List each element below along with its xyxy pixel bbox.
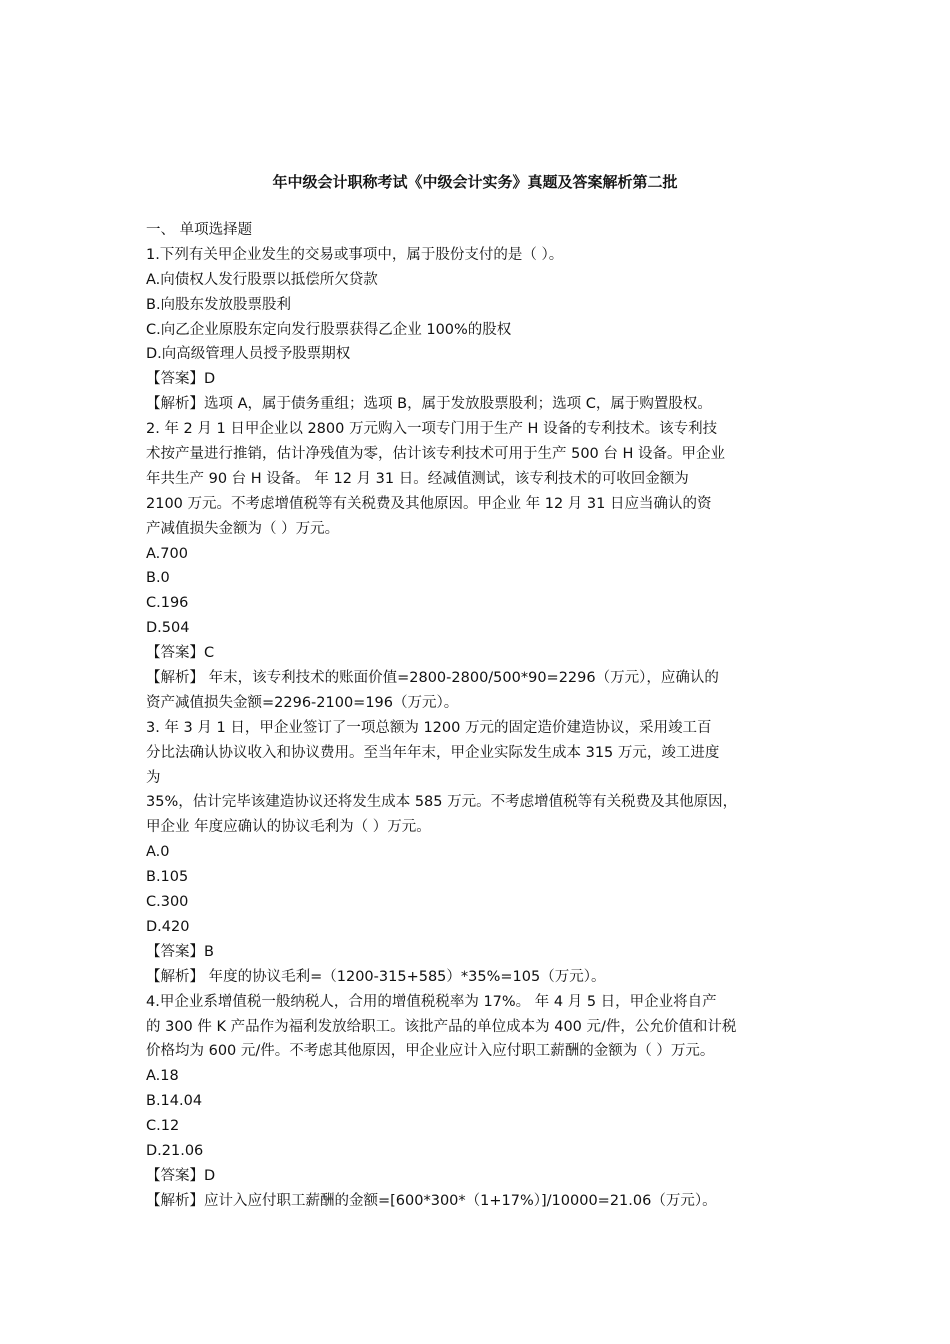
question-3-option-a: A.0 xyxy=(146,844,170,861)
question-3-text: 3. 年 3 月 1 日，甲企业签订了一项总额为 1200 万元的固定造价建造协议，采用竣工百 xyxy=(146,719,712,736)
question-2-text: 2. 年 2 月 1 日甲企业以 2800 万元购入一项专门用于生产 H 设备的专利技术。该专利技 xyxy=(146,421,718,438)
question-2-option-c: C.196 xyxy=(146,595,189,612)
question-4-text: 4.甲企业系增值税一般纳税人，合用的增值税税率为 17%。 年 4 月 5 日，甲企业将自产 xyxy=(146,993,717,1010)
question-2-text: 年共生产 90 台 H 设备。 年 12 月 31 日。经减值测试，该专利技术的可收回金额为 xyxy=(146,470,689,487)
question-1-answer: 【答案】D xyxy=(146,371,216,388)
question-3-analysis: 【解析】 年度的协议毛利=（1200-315+585）*35%=105（万元）。 xyxy=(146,968,606,985)
question-4-option-b: B.14.04 xyxy=(146,1093,203,1110)
question-3-answer: 【答案】B xyxy=(146,943,214,960)
question-3-option-b: B.105 xyxy=(146,869,189,886)
question-2-text: 2100 万元。不考虑增值税等有关税费及其他原因。甲企业 年 12 月 31 日应当确认的资 xyxy=(146,495,712,512)
question-1-option-c: C.向乙企业原股东定向发行股票获得乙企业 100%的股权 xyxy=(146,321,512,338)
document-title: 年中级会计职称考试《中级会计实务》真题及答案解析第二批 xyxy=(272,173,678,191)
question-4-option-a: A.18 xyxy=(146,1068,179,1085)
section-heading: 一、 单项选择题 xyxy=(146,222,253,238)
question-2-text: 术按产量进行推销，估计净残值为零，估计该专利技术可用于生产 500 台 H 设备。甲企业 xyxy=(146,446,726,463)
question-4-option-c: C.12 xyxy=(146,1118,180,1135)
question-2-analysis: 【解析】 年末，该专利技术的账面价值=2800-2800/500*90=2296（万元），应确认的 xyxy=(146,670,719,687)
question-1-option-b: B.向股东发放股票股利 xyxy=(146,296,292,313)
question-4-text: 的 300 件 K 产品作为福利发放给职工。该批产品的单位成本为 400 元/件，公允价值和计税 xyxy=(146,1018,737,1035)
question-1-analysis: 【解析】选项 A，属于债务重组；选项 B，属于发放股票股利；选项 C，属于购置股权。 xyxy=(146,396,712,413)
question-3-text: 为 xyxy=(146,769,161,786)
question-3-text: 35%，估计完毕该建造协议还将发生成本 585 万元。不考虑增值税等有关税费及其他原因， xyxy=(146,794,738,811)
question-1-text: 1.下列有关甲企业发生的交易或事项中，属于股份支付的是（ ）。 xyxy=(146,246,564,263)
question-3-text: 甲企业 年度应确认的协议毛利为（ ）万元。 xyxy=(146,819,431,836)
question-2-text: 产减值损失金额为（ ）万元。 xyxy=(146,520,340,537)
question-3-option-d: D.420 xyxy=(146,918,190,935)
question-3-text: 分比法确认协议收入和协议费用。至当年年末，甲企业实际发生成本 315 万元，竣工进度 xyxy=(146,744,720,761)
question-2-option-a: A.700 xyxy=(146,545,188,562)
question-2-option-b: B.0 xyxy=(146,570,170,587)
question-2-option-d: D.504 xyxy=(146,620,190,637)
question-4-option-d: D.21.06 xyxy=(146,1142,204,1159)
question-2-answer: 【答案】C xyxy=(146,645,215,662)
question-4-answer: 【答案】D xyxy=(146,1167,216,1184)
question-1-option-d: D.向高级管理人员授予股票期权 xyxy=(146,346,351,363)
question-2-analysis: 资产减值损失金额=2296-2100=196（万元）。 xyxy=(146,694,459,711)
question-3-option-c: C.300 xyxy=(146,894,189,911)
document-body xyxy=(146,218,826,1214)
question-4-analysis: 【解析】应计入应付职工薪酬的金额=[600*300*（1+17%）]/10000=21.06（万元）。 xyxy=(146,1192,717,1209)
question-4-text: 价格均为 600 元/件。不考虑其他原因，甲企业应计入应付职工薪酬的金额为（ ）万元。 xyxy=(146,1043,715,1060)
question-1-option-a: A.向债权人发行股票以抵偿所欠贷款 xyxy=(146,271,378,288)
